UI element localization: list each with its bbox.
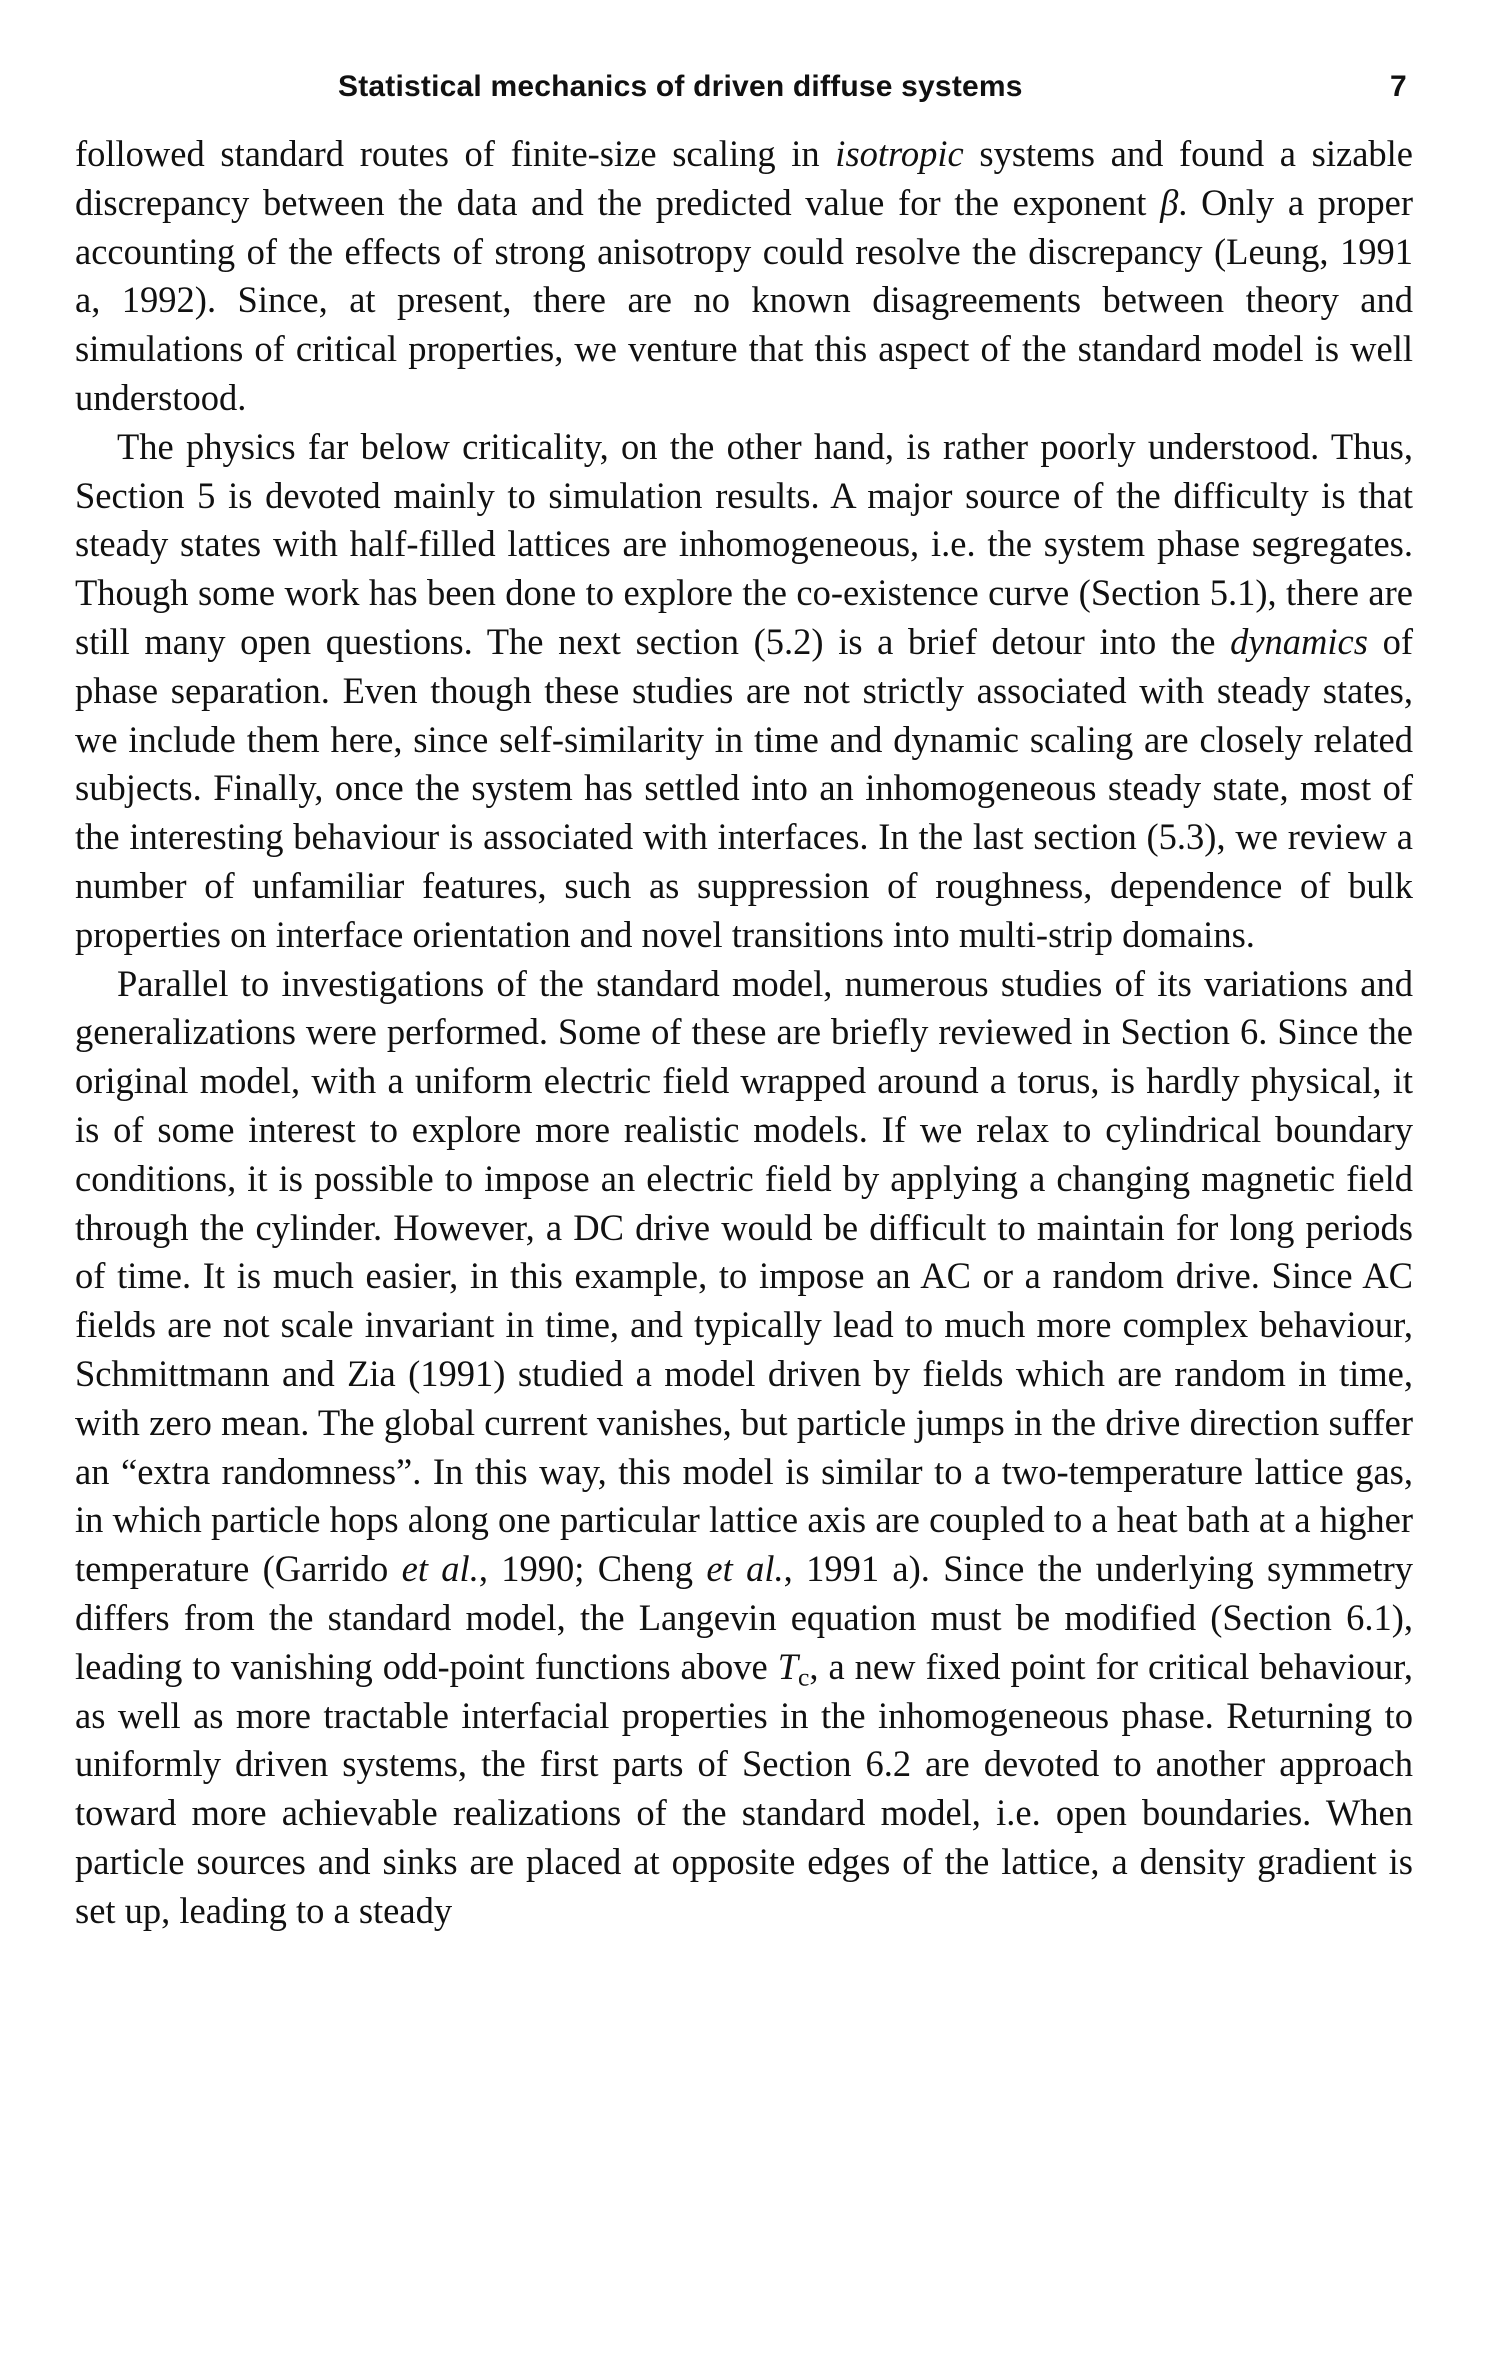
paragraph-3 bbox=[75, 960, 1413, 1936]
italic-term: et al. bbox=[706, 1548, 784, 1590]
text-run: systems and found a sizable discrepancy between the data and the predicted value for the exponent bbox=[75, 133, 1413, 223]
paragraph-1 bbox=[75, 130, 1413, 423]
running-title: Statistical mechanics of driven diffuse systems bbox=[338, 70, 1023, 103]
italic-term: et al. bbox=[401, 1548, 479, 1590]
italic-term: dynamics bbox=[1230, 620, 1368, 662]
beta-symbol: β bbox=[1160, 181, 1179, 223]
text-run: , a new fixed point for critical behaviour, as well as more tractable interfacial properties in the inhomogeneous phase. Returning to uniformly driven systems, the first parts of Section 6.2 are devoted to another approach toward more achievable realizations of the standard model, i.e. open boundaries. When particle sources and sinks are placed at opposite edges of the lattice, a density gradient is set up, leading to a steady bbox=[75, 1645, 1413, 1931]
text-run: . Only a proper accounting of the effects of strong anisotropy could resolve the discrepancy (Leung, 1991 a, 1992). Since, at present, there are no known disagreements between theory and simulations of critical properties, we venture that this aspect of the standard model is well understood. bbox=[75, 181, 1413, 418]
temperature-subscript: c bbox=[798, 1662, 810, 1692]
text-run: The physics far below criticality, on the other hand, is rather poorly understood. Thus, Section 5 is devoted mainly to simulation results. A major source of the difficulty is that steady states with half-filled lattices are inhomogeneous, i.e. the system phase segregates. Though some work has been done to explore the co-existence curve (Section 5.1), there are still many open questions. The next section (5.2) is a brief detour into the bbox=[75, 425, 1413, 662]
text-run: , 1991 a). Since the underlying symmetry differs from the standard model, the Langevin equation must be modified (Section 6.1), leading to vanishing odd-point functions above bbox=[75, 1548, 1414, 1687]
italic-term: isotropic bbox=[835, 133, 964, 174]
temperature-symbol: T bbox=[777, 1645, 798, 1687]
text-run: Parallel to investigations of the standard model, numerous studies of its variations and generalizations were performed. Some of these are briefly reviewed in Section 6. Since the original model, with a uniform electric field wrapped around a torus, is hardly physical, it is of some interest to explore more realistic models. If we relax to cylindrical boundary conditions, it is possible to impose an electric field by applying a changing magnetic field through the cylinder. However, a DC drive would be difficult to maintain for long periods of time. It is much easier, in this example, to impose an AC or a random drive. Since AC fields are not scale invariant in time, and typically lead to much more complex behaviour, Schmittmann and Zia (1991) studied a model driven by fields which are random in time, with zero mean. The global current vanishes, but particle jumps in the drive direction suffer an “extra randomness”. In this way, this model is similar to a two-temperature lattice gas, in which particle hops along one particular lattice axis are coupled to a heat bath at a higher temperature (Garrido bbox=[75, 962, 1413, 1590]
body-text bbox=[75, 130, 1413, 1935]
text-run: followed standard routes of finite-size scaling in bbox=[75, 133, 836, 174]
text-run: of phase separation. Even though these studies are not strictly associated with steady states, we include them here, since self-similarity in time and dynamic scaling are closely related subjects. Finally, once the system has settled into an inhomogeneous steady state, most of the interesting behaviour is associated with interfaces. In the last section (5.3), we review a number of unfamiliar features, such as suppression of roughness, dependence of bulk properties on interface orientation and novel transitions into multi-strip domains. bbox=[75, 620, 1414, 955]
text-run: , 1990; Cheng bbox=[478, 1548, 707, 1590]
page-number: 7 bbox=[1390, 70, 1407, 103]
paragraph-2 bbox=[75, 423, 1413, 960]
